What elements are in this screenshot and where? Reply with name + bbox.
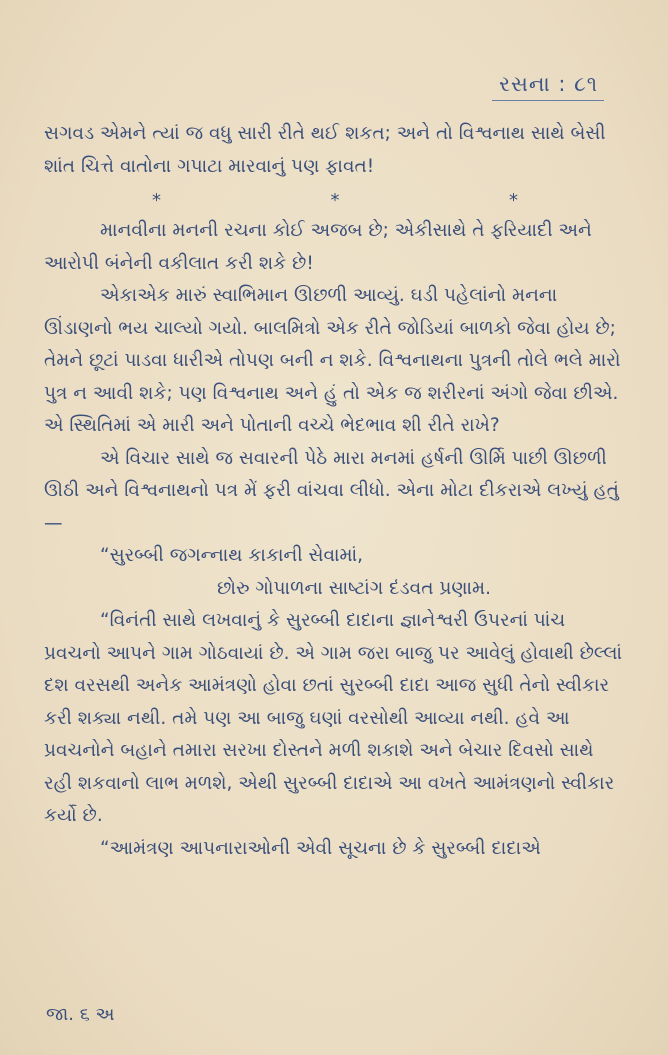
- paragraph-3: એકાએક મારું સ્વાભિમાન ઊછળી આવ્યું. ઘડી પહેલાંનો મનના ઊંડાણનો ભય ચાલ્યો ગયો. બાલમિત્રો એક રીતે જોડિયાં બાળકો જેવા હોય છે; તેમને છૂટાં પાડવા ધારીએ તોપણ બની ન શકે. વિશ્વનાથના પુત્રની તોલે ભલે મારો પુત્ર ન આવી શકે; પણ વિશ્વનાથ અને હું તો એક જ શરીરનાં અંગો જેવા છીએ. એ સ્થિતિમાં એ મારી અને પોતાની વચ્ચે ભેદભાવ શી રીતે રાખે?: [44, 285, 621, 436]
- body-text: [44, 118, 624, 865]
- paragraph-2: માનવીના મનની રચના કોઈ અજબ છે; એકીસાથે તે ફરિયાદી અને આરોપી બંનેની વકીલાત કરી શકે છે!: [44, 220, 592, 274]
- letter-salutation: “સુરબ્બી જગન્નાથ કાકાની સેવામાં,: [100, 545, 364, 566]
- letter-greeting: છોરુ ગોપાળના સાષ્ટાંગ દંડવત પ્રણામ.: [217, 577, 491, 599]
- letter-body: “વિનંતી સાથે લખવાનું કે સુરબ્બી દાદાના જ્ઞાનેશ્વરી ઉપરનાં પાંચ પ્રવચનો આપને ગામ ગોઠવાયાં છે. એ ગામ જરા બાજુ પર આવેલું હોવાથી છેલ્લાં દશ વરસથી અનેક આમંત્રણો હોવા છતાં સુરબ્બી દાદા આજ સુધી તેનો સ્વીકાર કરી શક્યા નથી. તમે પણ આ બાજુ ઘણાં વરસોથી આવ્યા નથી. હવે આ પ્રવચનોને બહાને તમારા સરખા દોસ્તને મળી શકાશે અને બેચાર દિવસો સાથે રહી શકવાનો લાભ મળશે, એથી સુરબ્બી દાદાએ આ વખતે આમંત્રણનો સ્વીકાર કર્યો છે.: [44, 610, 623, 826]
- separator-star: *: [330, 190, 340, 211]
- paragraph-1: સગવડ એમને ત્યાં જ વધુ સારી રીતે થઈ શકત; અને તો વિશ્વનાથ સાથે બેસી શાંત ચિત્તે વાતોના ગપાટા મારવાનું પણ ફાવત!: [44, 123, 606, 177]
- letter-last-line: “આમંત્રણ આપનારાઓની એવી સૂચના છે કે સુરબ્બી દાદાએ: [100, 837, 541, 859]
- running-head: રસના : ૮૧: [499, 72, 598, 96]
- separator-star: *: [152, 190, 161, 211]
- separator-star: *: [509, 190, 518, 211]
- running-head-rule: [492, 100, 604, 101]
- section-separator: [44, 183, 624, 215]
- printer-signature-mark: જા. ૬ અ: [46, 1004, 115, 1025]
- paragraph-4: એ વિચાર સાથે જ સવારની પેઠે મારા મનમાં હર્ષની ઊર્મિ પાછી ઊછળી ઊઠી અને વિશ્વનાથનો પત્ર મેં ફરી વાંચવા લીધો. એના મોટા દીકરાએ લખ્યું હતું—: [44, 447, 619, 534]
